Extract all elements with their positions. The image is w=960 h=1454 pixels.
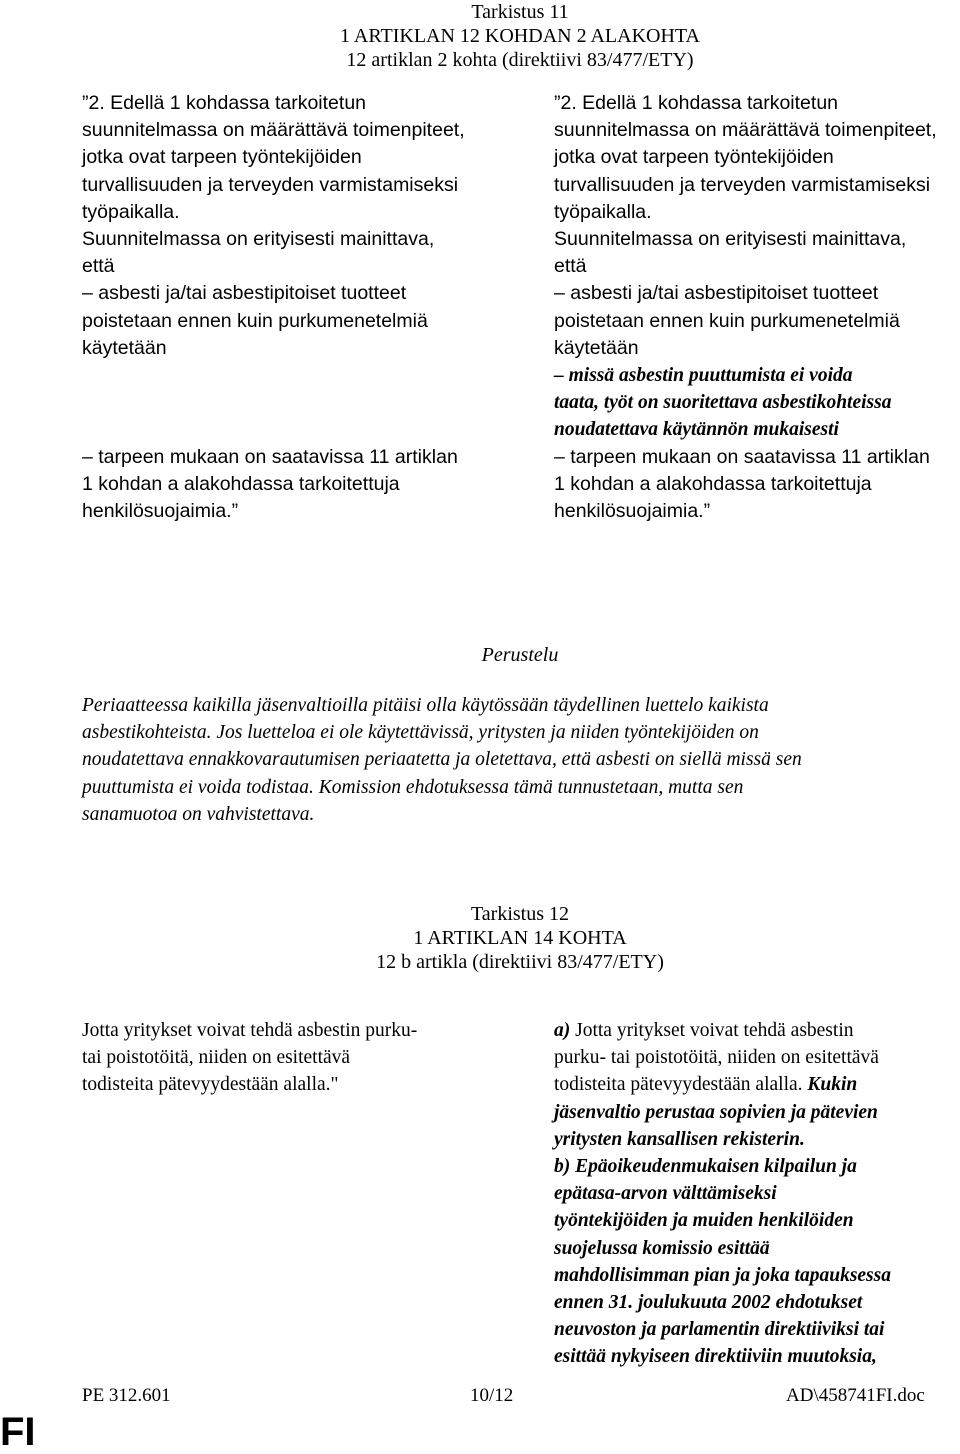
text-line — [554, 1017, 891, 1044]
added-text-segment: yritysten kansallisen rekisterin. — [554, 1128, 805, 1150]
text-line: jotka ovat tarpeen työntekijöiden — [554, 146, 834, 169]
added-text-segment: Kukin — [807, 1074, 858, 1096]
added-text-segment: jäsenvaltio perustaa sopivien ja pätevien — [554, 1101, 878, 1123]
footer-page-number: 10/12 — [470, 1385, 514, 1406]
amendment-12-original-text — [82, 1017, 417, 1099]
spacer — [82, 362, 465, 444]
amendment-12-article: 1 ARTIKLAN 14 KOHTA — [413, 927, 627, 949]
text-line: 1 kohdan a alakohdassa tarkoitettuja — [82, 472, 400, 495]
text-line — [554, 1153, 891, 1180]
justification-text — [82, 692, 802, 828]
text-line: suunnitelmassa on määrättävä toimenpiteet, — [554, 119, 937, 142]
text-line: työpaikalla. — [82, 200, 180, 223]
text-line: – tarpeen mukaan on saatavissa 11 artiklan — [554, 445, 930, 468]
added-text-segment: mahdollisimman pian ja joka tapauksessa — [554, 1264, 891, 1286]
justification-line: asbestikohteista. Jos luetteloa ei ole käytettävissä, yritysten ja niiden työntekijöiden on — [82, 722, 759, 744]
justification-title: Perustelu — [481, 644, 559, 666]
text-line — [554, 1099, 891, 1126]
text-segment: purku- tai poistotöitä, niiden on esitettävä — [554, 1047, 879, 1069]
text-line: suunnitelmassa on määrättävä toimenpiteet, — [82, 119, 465, 142]
justification-line: puuttumista ei voida todistaa. Komission ehdotuksessa tämä tunnustetaan, mutta sen — [82, 776, 744, 798]
text-line: turvallisuuden ja terveyden varmistamiseksi — [82, 173, 459, 196]
added-text-segment: esittää nykyiseen direktiiviin muutoksia, — [554, 1346, 877, 1368]
text-line — [554, 1071, 891, 1098]
amendment-12-title: Tarkistus 12 — [470, 903, 570, 925]
language-badge: FI — [0, 1410, 36, 1454]
text-line — [554, 1316, 891, 1343]
added-text-segment: työntekijöiden ja muiden henkilöiden — [554, 1210, 854, 1232]
text-line — [554, 1044, 891, 1071]
text-line: ”2. Edellä 1 kohdassa tarkoitetun — [82, 92, 367, 114]
amendment-11-article: 1 ARTIKLAN 12 KOHDAN 2 ALAKOHTA — [340, 25, 700, 47]
text-line: jotka ovat tarpeen työntekijöiden — [82, 146, 362, 169]
amendment-12-header — [0, 902, 960, 974]
text-line: – asbesti ja/tai asbestipitoiset tuotteet — [554, 282, 879, 305]
text-line: käytetään — [82, 336, 167, 359]
text-line: Suunnitelmassa on erityisesti mainittava, — [554, 228, 907, 251]
justification-line: sanamuotoa on vahvistettava. — [82, 803, 315, 825]
text-segment: Jotta yritykset voivat tehdä asbestin — [570, 1020, 854, 1041]
amendment-11-directive: 12 artiklan 2 kohta (direktiivi 83/477/ETY) — [346, 49, 694, 71]
text-line: työpaikalla. — [554, 200, 652, 223]
footer-reference: PE 312.601 — [82, 1385, 171, 1406]
footer-document-name: AD\458741FI.doc — [786, 1385, 925, 1406]
amendment-11-amended-text — [554, 90, 937, 525]
added-text-segment: ennen 31. joulukuuta 2002 ehdotukset — [554, 1292, 863, 1314]
text-line — [554, 1343, 891, 1370]
text-line: poistetaan ennen kuin purkumenetelmiä — [82, 309, 428, 332]
text-line: – asbesti ja/tai asbestipitoiset tuotteet — [82, 282, 407, 305]
text-line — [554, 1126, 891, 1153]
added-text-line: noudatettava käytännön mukaisesti — [554, 419, 839, 441]
amendment-12-directive: 12 b artikla (direktiivi 83/477/ETY) — [376, 951, 664, 973]
text-line: Suunnitelmassa on erityisesti mainittava, — [82, 228, 435, 251]
text-line: poistetaan ennen kuin purkumenetelmiä — [554, 309, 900, 332]
added-text-line: taata, työt on suoritettava asbestikohteissa — [554, 392, 892, 414]
added-text-line: – missä asbestin puuttumista ei voida — [554, 365, 853, 387]
text-line — [554, 1207, 891, 1234]
text-line: että — [554, 255, 587, 278]
text-line — [554, 1180, 891, 1207]
text-segment: todisteita pätevyydestään alalla. — [554, 1074, 808, 1096]
text-line: että — [82, 255, 115, 278]
text-line — [554, 1262, 891, 1289]
text-line: Jotta yritykset voivat tehdä asbestin purku- — [82, 1020, 418, 1041]
text-line: henkilösuojaimia.” — [82, 500, 239, 523]
justification-line: Periaatteessa kaikilla jäsenvaltioilla pitäisi olla käytössään täydellinen luettelo kaikista — [82, 695, 769, 716]
justification-line: noudatettava ennakkovarautumisen periaatetta ja oletettava, että asbesti on siellä missä sen — [82, 749, 802, 771]
text-line — [554, 1235, 891, 1262]
text-line: tai poistotöitä, niiden on esitettävä — [82, 1047, 351, 1069]
added-text-segment: epätasa-arvon välttämiseksi — [554, 1183, 777, 1205]
added-text-segment: b) Epäoikeudenmukaisen kilpailun ja — [554, 1156, 857, 1178]
text-line: ”2. Edellä 1 kohdassa tarkoitetun — [554, 92, 839, 114]
amendment-11-original-text — [82, 90, 465, 525]
text-line: todisteita pätevyydestään alalla." — [82, 1074, 339, 1096]
amendment-11-header — [0, 0, 960, 72]
text-line: – tarpeen mukaan on saatavissa 11 artiklan — [82, 445, 458, 468]
text-line: käytetään — [554, 336, 639, 359]
added-text-segment: suojelussa komissio esittää — [554, 1237, 770, 1259]
added-text-segment: neuvoston ja parlamentin direktiiviksi tai — [554, 1319, 885, 1341]
amendment-11-title: Tarkistus 11 — [471, 1, 569, 23]
text-line: henkilösuojaimia.” — [554, 500, 711, 523]
text-line: turvallisuuden ja terveyden varmistamiseksi — [554, 173, 931, 196]
added-text-segment: a) — [554, 1020, 571, 1041]
text-line — [554, 1289, 891, 1316]
text-line: 1 kohdan a alakohdassa tarkoitettuja — [554, 472, 872, 495]
amendment-12-amended-text — [554, 1017, 891, 1371]
